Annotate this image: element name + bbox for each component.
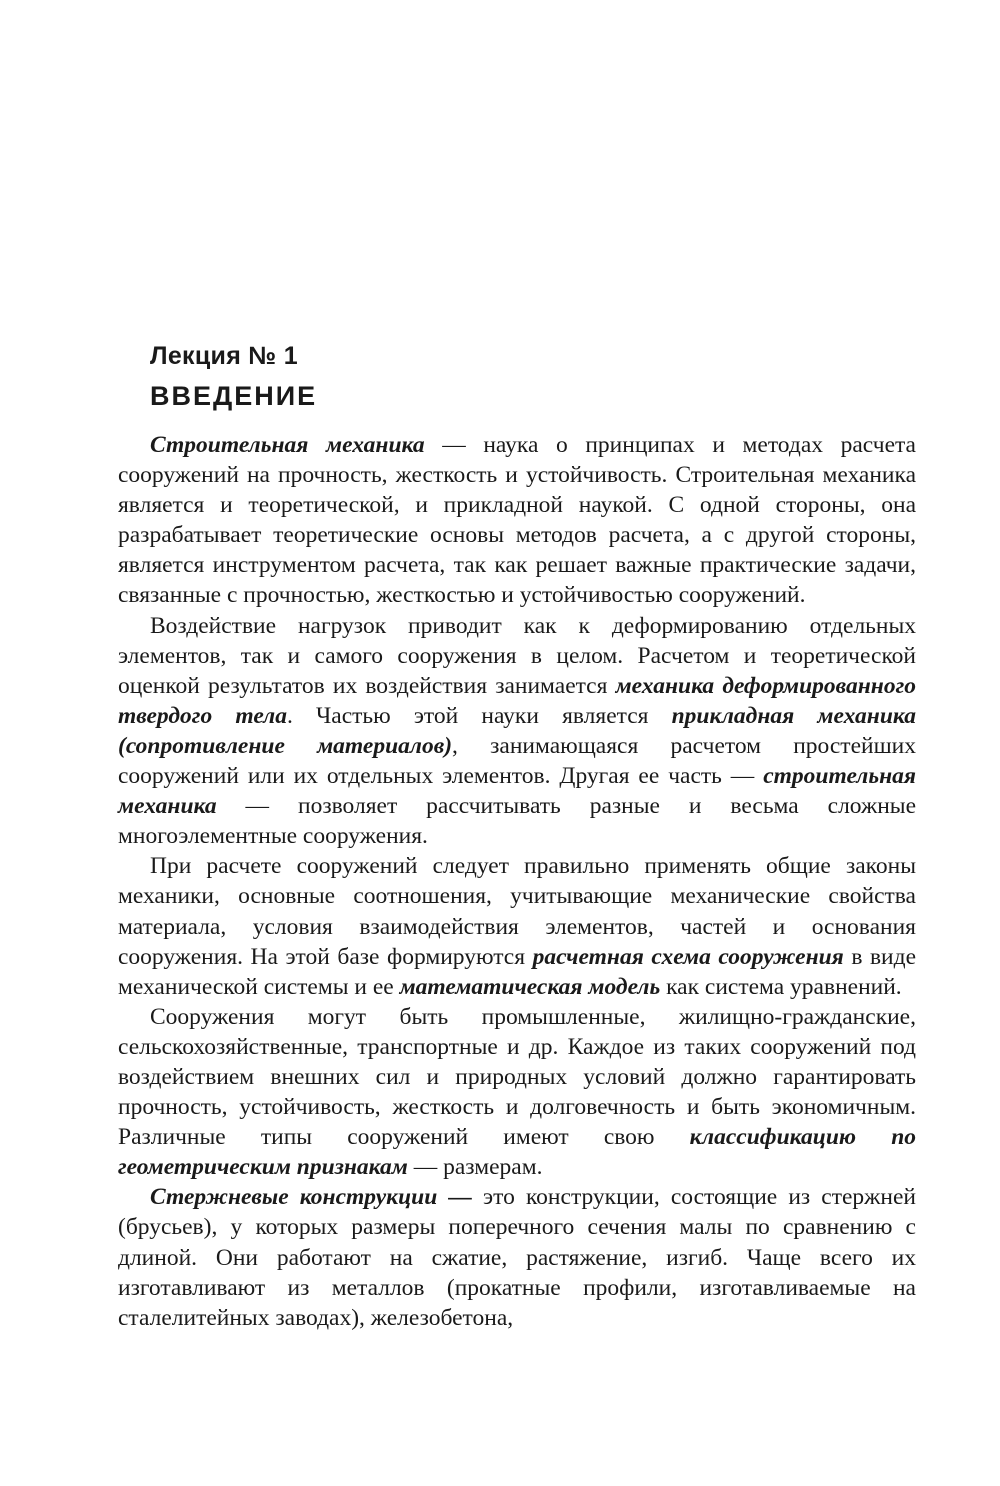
term-design-scheme: расчетная схема сооружения [532, 943, 844, 970]
paragraph-3 [118, 851, 916, 1001]
paragraph-2 [118, 611, 916, 852]
paragraph-text: Воздействие нагрузок приводит как к деформированию отдельных элементов, так и самого сооружения в целом. Расчетом и теоретической оценкой результатов их воздействия занимается [118, 612, 916, 699]
paragraph-1 [118, 430, 916, 611]
term-structural-mechanics-2: строительная механика [118, 763, 916, 820]
paragraph-text: как система уравнений. [660, 973, 902, 1000]
term-applied-mechanics: прикладная механика (сопротивление материалов) [118, 702, 916, 759]
paragraph-text: . Частью этой науки является [286, 702, 672, 729]
paragraph-5 [118, 1182, 916, 1332]
term-solid-mechanics: механика деформированного твердого тела [118, 672, 917, 729]
paragraph-text: , занимающаяся расчетом простейших сооружений или их отдельных элементов. Другая ее часть — [118, 732, 917, 790]
page-content [118, 336, 916, 1333]
paragraph-text: — наука о принципах и методах расчета сооружений на прочность, жесткость и устойчивость. Строительная механика является и теоретической, и прикладной наукой. С одной стороны, она разрабатывает теоретические основы методов расчета, а с другой стороны, является инструментом расчета, так как решает важные практические задачи, связанные с прочностью, жесткостью и устойчивостью сооружений. [118, 432, 916, 609]
paragraph-4 [118, 1002, 916, 1183]
paragraph-text: При расчете сооружений следует правильно применять общие законы механики, основные соотношения, учитывающие механические свойства материала, условия взаимодействия элементов, частей и основания сооружения. На этой базе формируются [118, 853, 916, 970]
lecture-number: Лекция № 1 [150, 342, 298, 370]
term-rod-structures: Стержневые конструкции — [150, 1184, 472, 1211]
paragraph-text: — размерам. [407, 1154, 543, 1181]
paragraph-text: — позволяет рассчитывать разные и весьма сложные многоэлементные сооружения. [118, 793, 916, 850]
paragraph-text: Сооружения могут быть промышленные, жилищно-гражданские, сельскохозяйственные, транспортные и др. Каждое из таких сооружений под воздействием внешних сил и природных условий должно гарантировать прочность, устойчивость, жесткость и долговечность и быть экономичным. Различные типы сооружений имеют свою [118, 1003, 916, 1151]
paragraph-text: в виде механической системы и ее [118, 943, 917, 1000]
term-math-model: математическая модель [399, 973, 661, 1000]
paragraph-text: это конструкции, состоящие из стержней (брусьев), у которых размеры поперечного сечения малы по сравнению с длиной. Они работают на сжатие, растяжение, изгиб. Чаще всего их изготавливают из металлов (прокатные профили, изготавливаемые на сталелитейных заводах), железобетона, [118, 1184, 916, 1331]
lecture-title: ВВЕДЕНИЕ [150, 381, 318, 411]
term-structural-mechanics: Строительная механика [150, 432, 425, 458]
term-classification: классификацию по геометрическим признакам [118, 1124, 917, 1181]
